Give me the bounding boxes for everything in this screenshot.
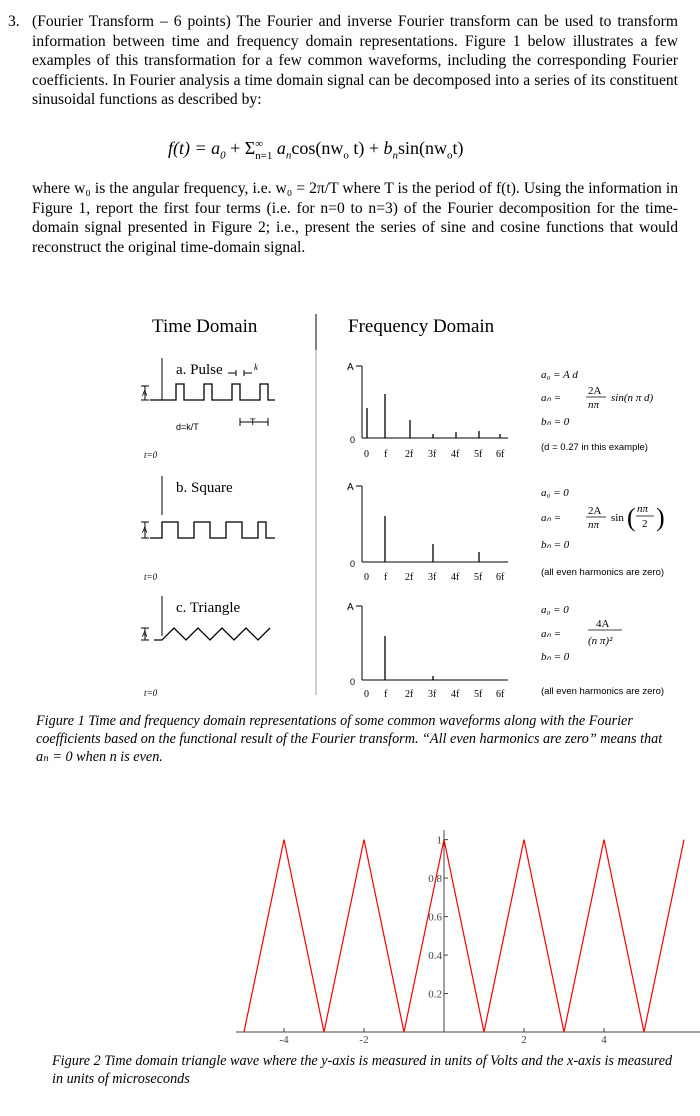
svg-text:sin: sin xyxy=(611,512,624,524)
time-domain-header: Time Domain xyxy=(152,316,258,337)
fourier-series-formula: $f(t) = a_0 + \Sigma^\infty_{n=1}$ $a_n\cos(nw_o$ $t) + b_n\sin(nw_ot)$ xyxy=(168,138,464,162)
question-paragraph-2 xyxy=(8,179,678,257)
svg-text:2A: 2A xyxy=(588,385,602,397)
square-freq-A: A xyxy=(347,482,354,493)
svg-text:5f: 5f xyxy=(474,689,483,700)
svg-text:(d = 0.27 in this example): (d = 0.27 in this example) xyxy=(541,442,648,453)
pulse-freq-zero: 0 xyxy=(350,435,356,445)
y-tick-label: 1 xyxy=(436,834,442,847)
svg-text:aₙ =: aₙ = xyxy=(541,392,562,404)
question-paragraph-1 xyxy=(8,12,678,110)
svg-text:0: 0 xyxy=(364,572,369,583)
question-number: 3. xyxy=(8,13,20,30)
svg-text:2f: 2f xyxy=(405,689,414,700)
svg-text:(all even harmonics are zero): (all even harmonics are zero) xyxy=(541,567,665,578)
svg-text:): ) xyxy=(656,503,665,532)
svg-text:bₙ = 0: bₙ = 0 xyxy=(541,651,570,663)
pulse-T-label: T xyxy=(250,417,256,427)
svg-text:0: 0 xyxy=(364,689,369,700)
square-t0-label: t=0 xyxy=(144,572,158,582)
svg-text:bₙ = 0: bₙ = 0 xyxy=(541,416,570,428)
svg-text:bₙ = 0: bₙ = 0 xyxy=(541,539,570,551)
question-intro: (Fourier Transform – 6 points) The Fourier and inverse Fourier transform can be used to transform information between time and frequency domain representations. Figure 1 below illustrates a few examples of this transformation for a few common waveforms, including the corresponding Fourier coefficients. In Fourier analysis a time domain signal can be decomposed into a series of its constituent sinusoidal functions as described by: xyxy=(32,13,678,108)
svg-text:6f: 6f xyxy=(496,572,505,583)
triangle-t0-label: t=0 xyxy=(144,688,158,698)
square-title: b. Square xyxy=(176,480,233,496)
figure-1 xyxy=(0,290,700,710)
triangle-title: c. Triangle xyxy=(176,600,241,616)
y-tick-label: 0.2 xyxy=(428,988,442,1001)
svg-text:nπ: nπ xyxy=(637,503,649,515)
svg-text:2f: 2f xyxy=(405,572,414,583)
square-freq-zero: 0 xyxy=(350,559,356,569)
figure-2-chart xyxy=(200,820,700,1045)
svg-text:aₙ =: aₙ = xyxy=(541,628,562,640)
svg-text:4f: 4f xyxy=(451,572,460,583)
svg-text:5f: 5f xyxy=(474,572,483,583)
svg-text:4f: 4f xyxy=(451,449,460,460)
svg-text:2A: 2A xyxy=(588,505,602,517)
triangle-amplitude-label: A xyxy=(142,630,148,639)
svg-text:2f: 2f xyxy=(405,449,414,460)
svg-text:a₀ = 0: a₀ = 0 xyxy=(541,604,569,616)
svg-text:(: ( xyxy=(627,503,636,532)
figure-2-caption: Figure 2 Time domain triangle wave where the y-axis is measured in units of Volts and the x-axis is measured in units of microseconds xyxy=(52,1053,673,1087)
svg-text:aₙ =: aₙ = xyxy=(541,512,562,524)
svg-text:6f: 6f xyxy=(496,689,505,700)
square-amplitude-label: A xyxy=(142,526,148,535)
svg-text:3f: 3f xyxy=(428,572,437,583)
svg-text:(all even harmonics are zero): (all even harmonics are zero) xyxy=(541,686,665,697)
pulse-k-label: k xyxy=(254,362,258,372)
svg-text:f: f xyxy=(384,449,388,460)
svg-text:6f: 6f xyxy=(496,449,505,460)
svg-text:0: 0 xyxy=(364,449,369,460)
svg-text:5f: 5f xyxy=(474,449,483,460)
x-tick-label: -2 xyxy=(359,1034,369,1045)
svg-text:a₀ = A d: a₀ = A d xyxy=(541,369,578,381)
question-instructions: where w₀ is the angular frequency, i.e. w₀ = 2π/T where T is the period of f(t). Using the information in Figure 1, report the first four terms (i.e. for n=0 to n=3) of the Fourier decomposition for the time-domain signal presented in Figure 2; i.e., present the series of sine and cosine functions that would reconstruct the original time-domain signal. xyxy=(32,180,678,256)
x-tick-label: 2 xyxy=(521,1034,527,1045)
svg-text:nπ: nπ xyxy=(588,399,600,411)
svg-text:f: f xyxy=(384,689,388,700)
svg-text:4f: 4f xyxy=(451,689,460,700)
svg-text:nπ: nπ xyxy=(588,519,600,531)
svg-text:sin(n π d): sin(n π d) xyxy=(611,392,654,404)
x-tick-label: -4 xyxy=(279,1034,289,1045)
pulse-title: a. Pulse xyxy=(176,362,223,378)
triangle-freq-A: A xyxy=(347,602,354,613)
frequency-domain-header: Frequency Domain xyxy=(348,316,495,337)
y-tick-label: 0.8 xyxy=(428,873,442,886)
pulse-d-label: d=k/T xyxy=(176,422,199,432)
series-line-0 xyxy=(244,840,684,1032)
svg-text:4A: 4A xyxy=(596,618,610,630)
svg-text:(n π)²: (n π)² xyxy=(588,635,613,647)
svg-text:a₀ = 0: a₀ = 0 xyxy=(541,487,569,499)
pulse-t0-label: t=0 xyxy=(144,450,158,460)
svg-text:f: f xyxy=(384,572,388,583)
svg-text:3f: 3f xyxy=(428,689,437,700)
figure-1-caption: Figure 1 Time and frequency domain representations of some common waveforms along with the Fourier coefficients based on the functional result of the Fourier transform. “All even harmonics are zero” means that aₙ = 0 when n is even. xyxy=(36,713,663,765)
pulse-freq-A: A xyxy=(347,362,354,373)
x-tick-label: 4 xyxy=(601,1034,607,1045)
y-tick-label: 0.4 xyxy=(428,950,442,963)
triangle-freq-zero: 0 xyxy=(350,677,356,687)
y-tick-label: 0.6 xyxy=(428,911,442,924)
pulse-amplitude-label: A xyxy=(142,389,148,398)
svg-text:2: 2 xyxy=(642,518,648,530)
svg-text:3f: 3f xyxy=(428,449,437,460)
